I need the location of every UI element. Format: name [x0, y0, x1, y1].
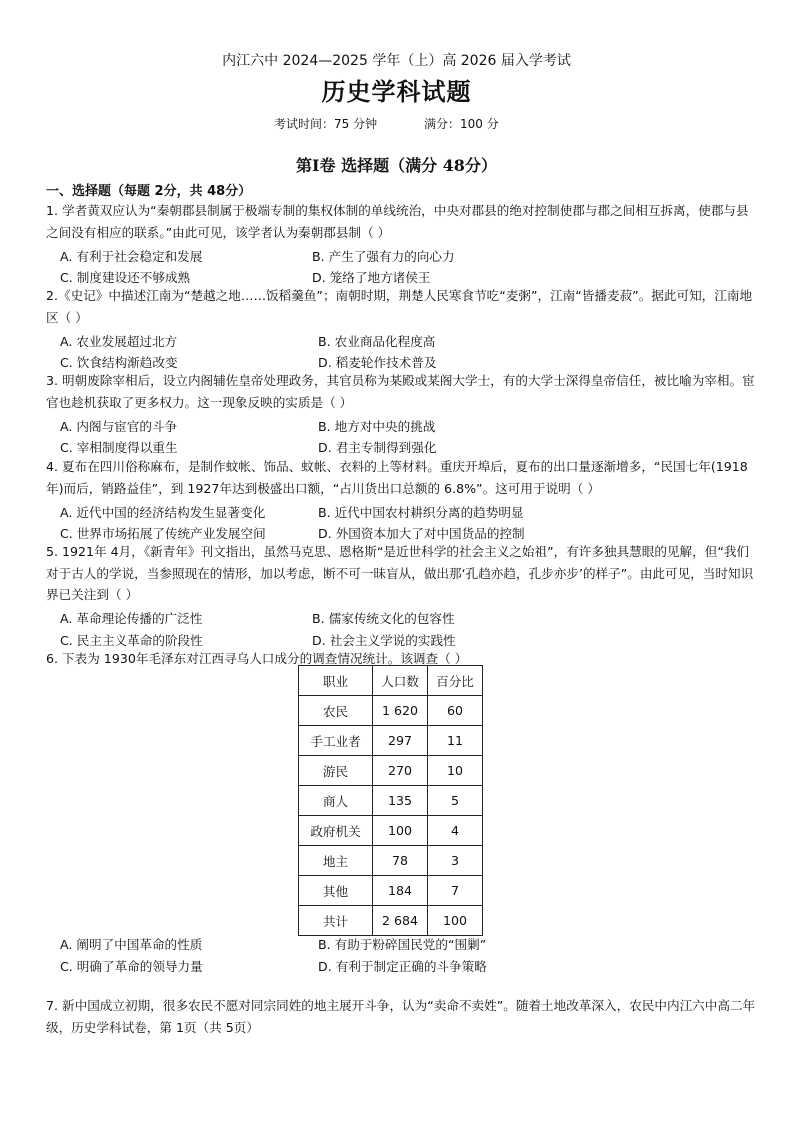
question-5-option-c: C. 民主主义革命的阶段性 [60, 633, 203, 648]
question-4-option-a: A. 近代中国的经济结构发生显著变化 [60, 505, 266, 520]
table-cell: 农民 [299, 696, 373, 726]
question-5-option-b: B. 儒家传统文化的包容性 [312, 611, 455, 626]
table-cell: 10 [428, 756, 483, 786]
table-cell: 184 [373, 876, 428, 906]
question-6-option-b: B. 有助于粉碎国民党的“围剿” [318, 937, 487, 952]
question-1-option-d: D. 笼络了地方诸侯王 [312, 270, 431, 285]
exam-title: 历史学科试题 [321, 77, 472, 106]
table-cell: 商人 [299, 786, 373, 816]
table-cell: 政府机关 [299, 816, 373, 846]
question-2-option-a: A. 农业发展超过北方 [60, 334, 178, 349]
table-row [299, 906, 483, 936]
table-cell: 100 [373, 816, 428, 846]
exam-time: 考试时间：75 分钟 [274, 117, 378, 131]
question-3-option-c: C. 宰相制度得以重生 [60, 440, 178, 455]
population-table [298, 665, 483, 936]
question-4-text: 4. 夏布在四川俗称麻布，是制作蚊帐、饰品、蚊帐、衣料的上等材料。重庆开埠后，夏布的出口量逐渐增多，“民国七年(1918年)而后，销路益佳”，到 1927年达到极盛出口额，“占川货出口总额的 6.8%”。这可用于说明（ ） [46, 459, 748, 496]
table-row [299, 876, 483, 906]
question-1-option-a: A. 有利于社会稳定和发展 [60, 249, 203, 264]
table-header-cell: 百分比 [428, 666, 483, 696]
table-cell: 地主 [299, 846, 373, 876]
question-3-option-d: D. 君主专制得到强化 [318, 440, 437, 455]
table-cell: 297 [373, 726, 428, 756]
question-1-option-c: C. 制度建设还不够成熟 [60, 270, 191, 285]
table-row [299, 816, 483, 846]
table-cell: 5 [428, 786, 483, 816]
table-cell: 其他 [299, 876, 373, 906]
question-5-option-a: A. 革命理论传播的广泛性 [60, 611, 203, 626]
exam-score: 满分：100 分 [424, 117, 499, 131]
question-3-option-a: A. 内阁与宦官的斗争 [60, 419, 178, 434]
table-cell: 2 684 [373, 906, 428, 936]
table-row [299, 726, 483, 756]
question-2-option-b: B. 农业商品化程度高 [318, 334, 436, 349]
table-cell: 手工业者 [299, 726, 373, 756]
question-4-option-b: B. 近代中国农村耕织分离的趋势明显 [318, 505, 524, 520]
table-cell: 共计 [299, 906, 373, 936]
section-subtitle: 一、选择题（每题 2分，共 48分） [46, 184, 252, 199]
table-cell: 78 [373, 846, 428, 876]
question-2-option-c: C. 饮食结构渐趋改变 [60, 355, 178, 370]
question-6-option-d: D. 有利于制定正确的斗争策略 [318, 959, 487, 974]
question-3-option-b: B. 地方对中央的挑战 [318, 419, 436, 434]
question-1-option-b: B. 产生了强有力的向心力 [312, 249, 455, 264]
table-row [299, 786, 483, 816]
table-cell: 135 [373, 786, 428, 816]
table-cell: 游民 [299, 756, 373, 786]
question-5-text: 5. 1921年 4月，《新青年》刊文指出，虽然马克思、恩格斯“是近世科学的社会主义之始祖”，有许多独具慧眼的见解，但“我们对于古人的学说，当参照现在的情形，加以考虑，断不可一昧盲从，做出那‘孔趋亦趋，孔步亦步’的样子”。由此可见，当时知识界已关注到（ ） [46, 544, 754, 602]
question-6-text: 6. 下表为 1930年毛泽东对江西寻乌人口成分的调查情况统计。该调查（ ） [46, 651, 468, 666]
table-row [299, 846, 483, 876]
table-cell: 1 620 [373, 696, 428, 726]
table-cell: 4 [428, 816, 483, 846]
table-header-row [299, 666, 483, 696]
exam-school-line: 内江六中 2024—2025 学年（上）高 2026 届入学考试 [222, 53, 571, 69]
table-cell: 7 [428, 876, 483, 906]
question-2-option-d: D. 稻麦轮作技术普及 [318, 355, 437, 370]
question-1-text: 1. 学者黄双应认为“秦朝郡县制属于极端专制的集权体制的单线统治，中央对郡县的绝对控制使郡与郡之间相互拆离，使郡与县之间没有相应的联系。”由此可见，该学者认为秦朝郡县制（ ） [46, 203, 749, 240]
question-4-option-c: C. 世界市场拓展了传统产业发展空间 [60, 526, 266, 541]
table-cell: 3 [428, 846, 483, 876]
table-header-cell: 人口数 [373, 666, 428, 696]
question-6-option-a: A. 阐明了中国革命的性质 [60, 937, 203, 952]
question-7-and-page-footer: 7. 新中国成立初期，很多农民不愿对同宗同姓的地主展开斗争，认为“卖命不卖姓”。随着土地改革深入，农民中内江六中高二年级，历史学科试卷，第 1页（共 5页） [46, 998, 756, 1035]
table-row [299, 696, 483, 726]
table-row [299, 756, 483, 786]
question-2-text: 2.《史记》中描述江南为“楚越之地……饭稻羹鱼”；南朝时期，荆楚人民寒食节吃“麦粥”，江南“皆播麦菽”。据此可知，江南地区（ ） [46, 288, 753, 325]
section-title: 第Ⅰ卷 选择题（满分 48分） [296, 156, 497, 175]
question-4-option-d: D. 外国资本加大了对中国货品的控制 [318, 526, 525, 541]
question-3-text: 3. 明朝废除宰相后，设立内阁辅佐皇帝处理政务，其官员称为某殿或某阁大学士，有的大学士深得皇帝信任，被比喻为宰相。宦官也趁机获取了更多权力。这一现象反映的实质是（ ） [46, 373, 755, 410]
question-6-option-c: C. 明确了革命的领导力量 [60, 959, 203, 974]
table-cell: 270 [373, 756, 428, 786]
table-cell: 60 [428, 696, 483, 726]
table-cell: 11 [428, 726, 483, 756]
question-5-option-d: D. 社会主义学说的实践性 [312, 633, 456, 648]
table-header-cell: 职业 [299, 666, 373, 696]
table-cell: 100 [428, 906, 483, 936]
